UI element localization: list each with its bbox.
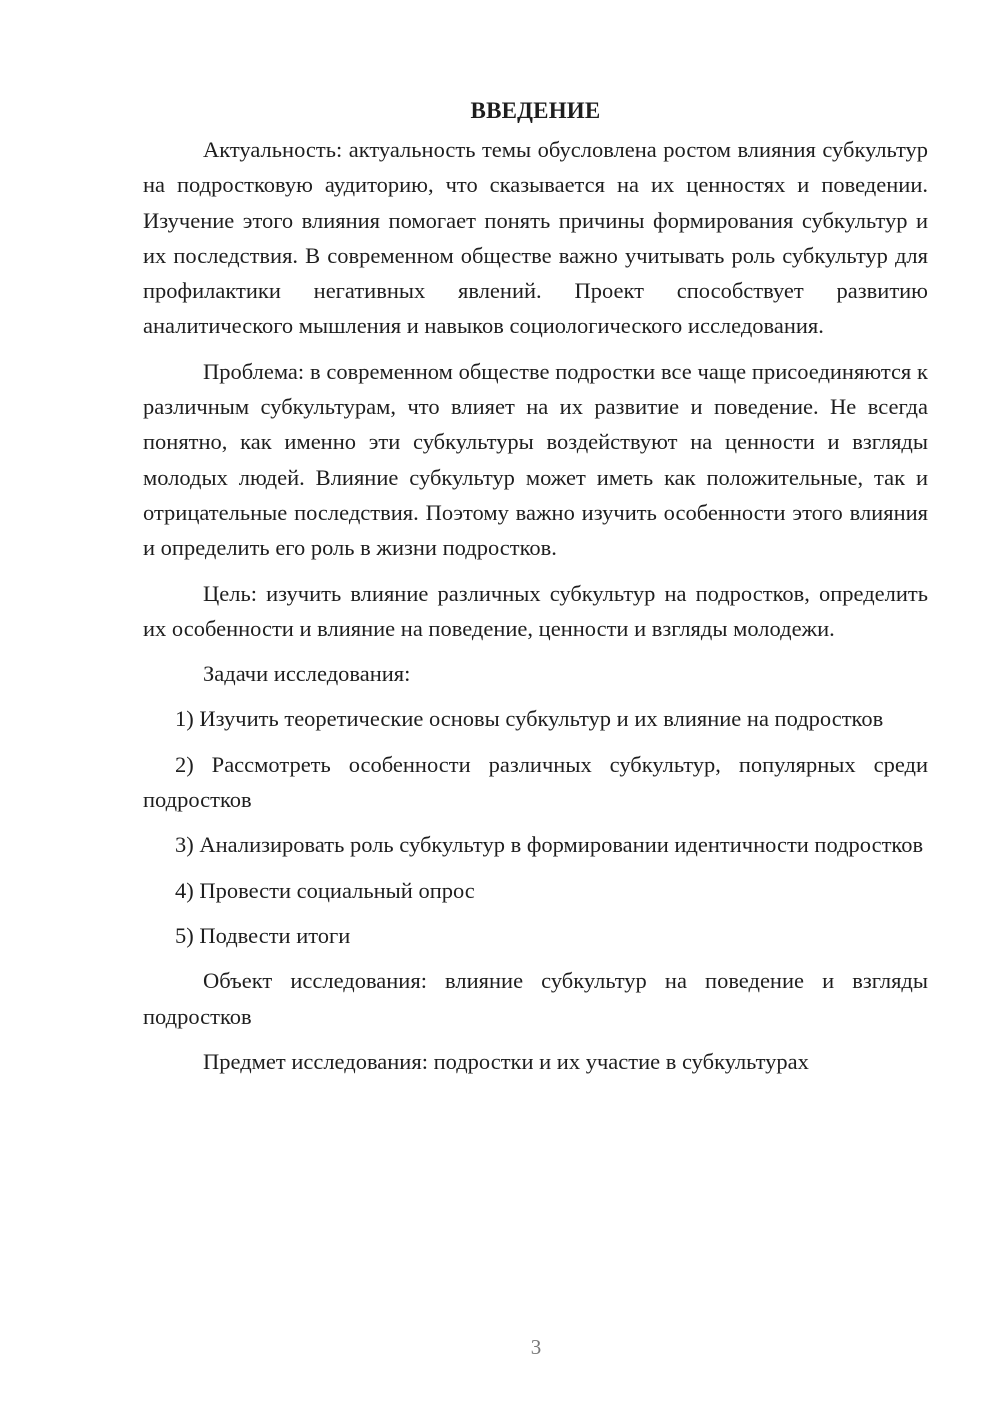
tasks-list (143, 701, 928, 953)
section-heading: ВВЕДЕНИЕ (470, 98, 601, 123)
task-item: 2) Рассмотреть особенности различных субкультур, популярных среди подростков (143, 751, 928, 813)
paragraph-object: Объект исследования: влияние субкультур на поведение и взгляды подростков (143, 968, 928, 1029)
paragraph-subject: Предмет исследования: подростки и их участие в субкультурах (203, 1048, 809, 1074)
paragraph-relevance: Актуальность: актуальность темы обусловлена ростом влияния субкультур на подростковую аудиторию, что сказывается на их ценностях и поведении. Изучение этого влияния помогает понять причины формирования субкультур и их последствия. В современном обществе важно учитывать роль субкультур для профилактики негативных явлений. Проект способствует развитию аналитического мышления и навыков социологического исследования. (143, 137, 928, 339)
paragraph-goal: Цель: изучить влияние различных субкультур на подростков, определить их особенности и влияние на поведение, ценности и взгляды молодежи. (143, 580, 928, 641)
document-page (143, 96, 928, 1089)
paragraph-problem: Проблема: в современном обществе подростки все чаще присоединяются к различным субкультурам, что влияет на их развитие и поведение. Не всегда понятно, как именно эти субкультуры воздействуют на ценности и взгляды молодых людей. Влияние субкультур может иметь как положительные, так и отрицательные последствия. Поэтому важно изучить особенности этого влияния и определить его роль в жизни подростков. (143, 358, 928, 561)
paragraph-tasks-intro: Задачи исследования: (203, 661, 411, 687)
task-item: 4) Провести социальный опрос (175, 877, 475, 903)
task-item: 5) Подвести итоги (175, 922, 351, 948)
task-item: 3) Анализировать роль субкультур в формировании идентичности подростков (175, 832, 924, 858)
page-number: 3 (530, 1335, 542, 1359)
task-item: 1) Изучить теоретические основы субкультур и их влияние на подростков (175, 706, 884, 732)
